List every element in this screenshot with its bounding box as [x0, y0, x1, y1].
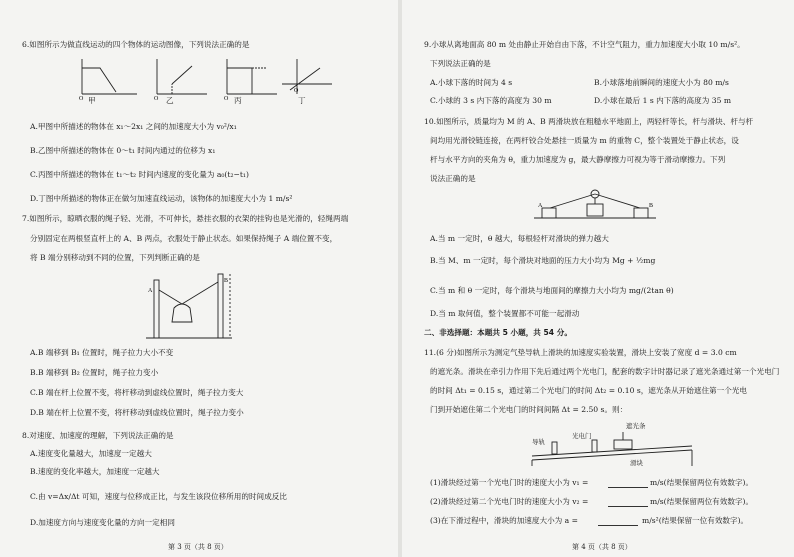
q10-option-c: C.当 m 和 θ 一定时，每个滑块与地面间的摩擦力大小均为 mg/(2tan θ) [430, 286, 674, 295]
origin-label-2: O [154, 96, 159, 102]
q6-option-c: C.丙图中所描述的物体在 t₁～t₂ 时间内速度的变化量为 a₀(t₂−t₁) [30, 170, 249, 179]
q10-line-3: 杆与水平方向的夹角为 θ，重力加速度为 g，最大静摩擦力可视为等于滑动摩擦力。下列 [430, 155, 726, 164]
q9-option-d: D.小球在最后 1 s 内下落的高度为 35 m [594, 96, 732, 105]
q7-option-b: B.B 端移到 B₂ 位置时，绳子拉力变小 [30, 368, 159, 377]
fig-label-shading-strip: 遮光条 [626, 422, 646, 430]
q11-line-4: 门到开始遮住第二个光电门的时间间隔 Δt = 2.50 s。则： [430, 405, 628, 414]
panel-label-yi: 乙 [166, 96, 174, 105]
answer-blank-3[interactable] [598, 525, 638, 526]
point-a-label: A [148, 288, 153, 294]
q11-line-2: 的遮光条。滑块在牵引力作用下先后通过两个光电门，配套的数字计时器记录了遮光条通过第一个光电门 [430, 367, 780, 376]
panel-label-bing: 丙 [234, 96, 242, 105]
q8-option-b: B.速度的变化率越大，加速度一定越大 [30, 467, 160, 476]
q9-option-a: A.小球下落的时间为 4 s [430, 78, 513, 87]
q7-line-1: 7.如图所示，晾晒衣服的绳子轻、光滑，不可伸长，悬挂衣服的衣架的挂钩也是光滑的，轻绳两端 [22, 214, 349, 223]
q10-line-2: 间均用光滑铰链连接，在两杆铰合处悬挂一质量为 m 的重物 C，整个装置处于静止状态，设 [430, 136, 739, 145]
q10-line-1: 10.如图所示，质量均为 M 的 A、B 两滑块放在粗糙水平地面上，两轻杆等长，杆与滑块、杆与杆 [424, 117, 754, 126]
q11-part-2-suffix: m/s(结果保留两位有效数字)。 [650, 497, 754, 506]
q11-air-track-figure [522, 420, 702, 468]
q7-option-c: C.B 端在杆上位置不变，将杆移动到虚线位置时，绳子拉力变大 [30, 388, 244, 397]
page-footer-left: 第 3 页（共 8 页） [168, 543, 228, 551]
q10-option-a: A.当 m 一定时，θ 越大，每根轻杆对滑块的弹力越大 [430, 234, 609, 243]
q8-stem: 8.对速度、加速度的理解，下列说法正确的是 [22, 431, 174, 440]
q7-line-2: 分别固定在两根竖直杆上的 A、B 两点，衣服处于静止状态。如果保持绳子 A 端位置不变， [30, 234, 338, 243]
q9-option-b: B.小球落地前瞬间的速度大小为 80 m/s [594, 78, 729, 87]
q6-option-b: B.乙图中所描述的物体在 0～t₁ 时间内通过的位移为 x₁ [30, 146, 216, 155]
panel-label-jia: 甲 [88, 96, 96, 105]
section-heading: 二、非选择题：本题共 5 小题，共 54 分。 [424, 328, 572, 337]
q7-clothesline-figure [142, 268, 262, 348]
fig-label-photogate: 光电门 [572, 432, 592, 440]
q9-stem: 9.小球从离地面高 80 m 处由静止开始自由下落，不计空气阻力，重力加速度大小取 10 m/s²。 [424, 40, 745, 49]
q7-option-a: A.B 端移到 B₁ 位置时，绳子拉力大小不变 [30, 348, 174, 357]
fig-label-track: 导轨 [532, 438, 545, 446]
page-footer-right: 第 4 页（共 8 页） [572, 543, 632, 551]
q9-option-c: C.小球的 3 s 内下落的高度为 30 m [430, 96, 552, 105]
fig-label-slider: 滑块 [630, 459, 643, 467]
q11-part-3: (3)在下滑过程中，滑块的加速度大小为 a = [430, 516, 578, 525]
q7-line-3: 将 B 端分别移动到不同的位置，下列判断正确的是 [30, 253, 200, 262]
q6-graphs [52, 54, 352, 102]
q10-hinged-rods-figure [530, 186, 660, 228]
q7-option-d: D.B 端在杆上位置不变，将杆移动到虚线位置时，绳子拉力变小 [30, 408, 244, 417]
q11-part-3-suffix: m/s²(结果保留一位有效数字)。 [642, 516, 749, 525]
q8-option-a: A.速度变化量越大，加速度一定越大 [30, 449, 152, 458]
q6-stem: 6.如图所示为做直线运动的四个物体的运动图像，下列说法正确的是 [22, 40, 250, 49]
origin-label-3: O [224, 96, 229, 102]
q6-option-a: A.甲图中所描述的物体在 x₁～2x₁ 之间的加速度大小为 v₀²/x₁ [30, 122, 237, 131]
page-4 [402, 0, 794, 557]
q11-line-1: 11.(6 分)如图所示为测定气垫导轨上滑块的加速度实验装置，滑块上安装了宽度 d = 3.0 cm [424, 348, 737, 357]
q6-option-d: D.丁图中所描述的物体正在做匀加速直线运动，该物体的加速度大小为 1 m/s² [30, 194, 293, 203]
q10-option-d: D.当 m 取何值，整个装置都不可能一起滑动 [430, 309, 580, 318]
origin-label-1: O [79, 96, 84, 102]
q10-option-b: B.当 M、m 一定时，每个滑块对地面的压力大小均为 Mg + ½mg [430, 256, 656, 265]
q11-part-1-suffix: m/s(结果保留两位有效数字)。 [650, 478, 754, 487]
q11-part-2: (2)滑块经过第二个光电门时的速度大小为 v₂ = [430, 497, 589, 506]
answer-blank-2[interactable] [608, 506, 648, 507]
block-b-label: B [649, 203, 654, 209]
q8-option-c: C.由 v=Δx/Δt 可知，速度与位移成正比，与发生该段位移所用的时间成反比 [30, 492, 287, 501]
panel-label-ding: 丁 [298, 96, 306, 105]
block-a-label: A [538, 203, 543, 209]
point-b-label: B [224, 278, 229, 284]
q10-line-4: 说法正确的是 [430, 174, 476, 183]
q11-line-3: 的时间 Δt₁ = 0.15 s，通过第二个光电门的时间 Δt₂ = 0.10 s，遮光条从开始遮住第一个光电 [430, 386, 748, 395]
q11-part-1: (1)滑块经过第一个光电门时的速度大小为 v₁ = [430, 478, 589, 487]
answer-blank-1[interactable] [608, 487, 648, 488]
q9-sub: 下列说法正确的是 [430, 59, 491, 68]
q8-option-d: D.加速度方向与速度变化量的方向一定相同 [30, 518, 175, 527]
origin-label-4: O [294, 88, 299, 94]
